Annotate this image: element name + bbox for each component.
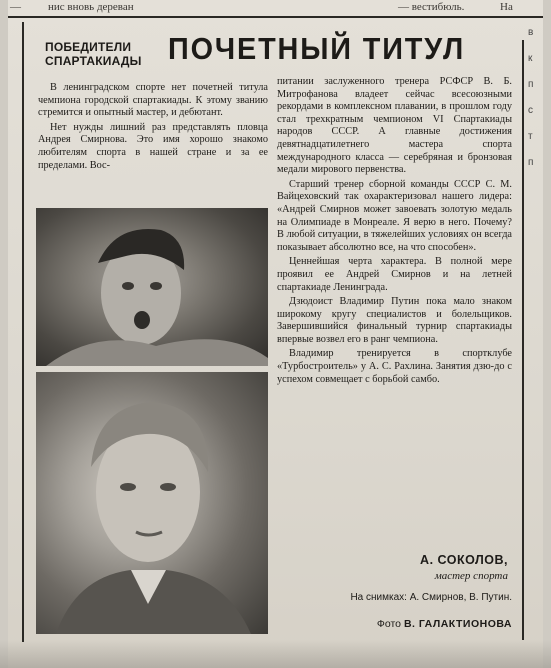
paragraph: Ценнейшая черта характера. В полной мере проявил ее Андрей Смирнов и на летней спартакиаде Ленинграда. <box>277 256 512 293</box>
judoka-photo <box>36 372 268 634</box>
author-name: А. СОКОЛОВ, <box>420 553 508 567</box>
photo-credit <box>300 618 512 630</box>
article-kicker: ПОБЕДИТЕЛИ СПАРТАКИАДЫ <box>45 40 142 68</box>
paragraph: В ленинградском спорте нет почетней титула чемпиона городской спартакиады. К этому званию стремится и опытный мастер, и дебютант. <box>38 82 268 119</box>
top-strip-right: — вестибюль. <box>398 1 465 13</box>
paragraph: Старший тренер сборной команды СССР С. М. Вайцеховский так охарактеризовал нашего лидера: «Андрей Смирнов может завоевать золотую медаль на Олимпиаде в Монреале. Я верю в него. Почему? В любой ситуации, в тяжелейших условиях он всегда показывает абсолютно все, на что способен». <box>277 178 512 253</box>
photo-caption: На снимках: А. Смирнов, В. Путин. <box>350 592 512 603</box>
margin-letter: п <box>528 157 534 168</box>
top-divider <box>8 16 543 18</box>
article-headline: ПОЧЕТНЫЙ ТИТУЛ <box>168 31 466 66</box>
right-column-rule <box>522 40 524 640</box>
margin-letter: т <box>528 131 533 142</box>
paragraph: питании заслуженного тренера РСФСР В. Б. Митрофанова владеет сейчас всесоюзными рекордами в комплексном плавании, в прошлом году стал трехкратным чемпионом VI Спартакиады народов СССР. А главные достижения девятнадцатилетнего мастера спорта международного класса — серебряная и бронзовая медали мирового первенства. <box>277 76 512 176</box>
photo-credit-prefix: Фото <box>376 618 402 630</box>
photo-credit-name: В. ГАЛАКТИОНОВА <box>403 618 512 630</box>
page-fold-shadow <box>0 640 551 668</box>
top-strip-left: — <box>10 1 21 13</box>
article-right-column <box>277 76 512 538</box>
neighbor-column-fragment <box>528 20 543 640</box>
top-strip-middle: нис вновь дереван <box>48 1 134 13</box>
paragraph: Нет нужды лишний раз представлять пловца Андрея Смирнова. Это имя хорошо знакомо любителям спорта в нашей стране и за ее пределами. Вос- <box>38 121 268 171</box>
article-left-column <box>38 82 268 200</box>
left-column-rule <box>22 22 24 642</box>
margin-letter: п <box>528 79 534 90</box>
margin-letter: с <box>528 105 533 116</box>
margin-letter: к <box>528 53 533 64</box>
paragraph: Владимир тренируется в спортклубе «Турбостроитель» у А. С. Рахлина. Занятия дзю-до с успехом совмещает с борьбой самбо. <box>277 348 512 385</box>
judoka-photo-image <box>36 372 268 634</box>
previous-article-strip <box>8 0 543 14</box>
paragraph: Дзюдоист Владимир Путин пока мало знаком широкому кругу специалистов и болельщиков. Завершившийся финальный турнир спартакиады впервые возвел его в ранг чемпиона. <box>277 296 512 345</box>
swimmer-photo <box>36 208 268 366</box>
author-title: мастер спорта <box>434 570 508 582</box>
margin-letter: в <box>528 27 534 38</box>
swimmer-photo-image <box>36 208 268 366</box>
top-strip-far-right: На <box>500 1 513 13</box>
